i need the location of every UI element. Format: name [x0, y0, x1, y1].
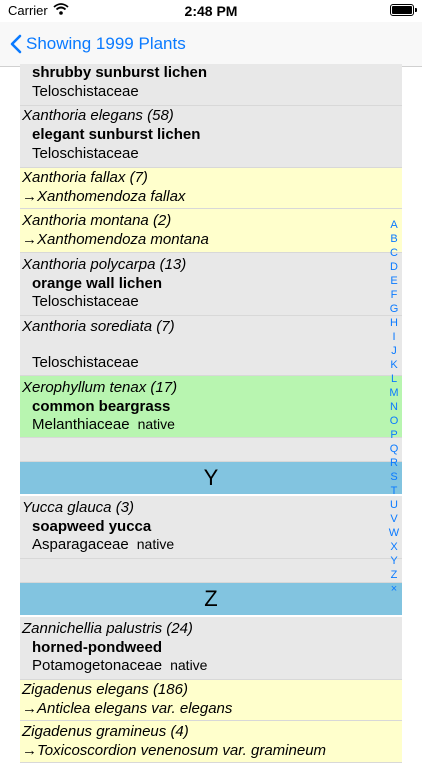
- section-header-label: Z: [204, 586, 218, 611]
- common-name: orange wall lichen: [32, 275, 163, 292]
- index-letter[interactable]: U: [390, 499, 398, 511]
- family-name: Teloschistaceae: [32, 354, 139, 371]
- observation-count: (2): [152, 212, 172, 229]
- scientific-name: Zigadenus elegans: [22, 681, 149, 698]
- observation-count: (7): [129, 169, 148, 186]
- family-line: [32, 536, 174, 553]
- list-item[interactable]: [20, 721, 402, 763]
- index-letter[interactable]: F: [390, 289, 398, 301]
- index-letter[interactable]: R: [390, 457, 398, 469]
- common-name: horned-pondweed: [32, 639, 162, 656]
- index-letter[interactable]: D: [390, 261, 398, 273]
- index-letter[interactable]: H: [390, 317, 398, 329]
- scientific-name-line: [22, 723, 189, 740]
- plant-list[interactable]: [20, 64, 402, 759]
- list-item[interactable]: [20, 617, 402, 680]
- scientific-name-line: [22, 212, 171, 229]
- index-letter[interactable]: J: [391, 345, 397, 357]
- scientific-name-line: [22, 681, 188, 698]
- index-letter[interactable]: N: [390, 401, 398, 413]
- family-line: [32, 657, 207, 674]
- list-item[interactable]: [20, 106, 402, 168]
- index-letter[interactable]: M: [389, 387, 399, 399]
- observation-count: (24): [166, 620, 193, 637]
- native-label: native: [137, 416, 175, 432]
- scientific-name-line: [22, 379, 177, 396]
- family-name: Teloschistaceae: [32, 145, 139, 162]
- observation-count: (58): [147, 107, 174, 124]
- common-name: elegant sunburst lichen: [32, 126, 201, 143]
- scientific-name: Xerophyllum tenax: [22, 379, 147, 396]
- scientific-name-line: [22, 256, 186, 273]
- observation-count: (17): [150, 379, 178, 396]
- index-letter[interactable]: X: [390, 541, 398, 553]
- native-label: native: [136, 536, 175, 552]
- list-item[interactable]: [20, 376, 402, 438]
- scientific-name-line: [22, 318, 175, 335]
- index-letter[interactable]: B: [390, 233, 398, 245]
- battery-icon: [390, 4, 414, 16]
- scientific-name-line: [22, 107, 174, 124]
- list-item[interactable]: [20, 316, 402, 376]
- scientific-name: Zannichellia palustris: [22, 620, 163, 637]
- index-letter[interactable]: I: [392, 331, 396, 343]
- family-name: Asparagaceae: [32, 536, 129, 553]
- chevron-left-icon: [10, 34, 22, 54]
- scientific-name-line: [22, 620, 193, 637]
- clock: 2:48 PM: [184, 3, 238, 19]
- observation-count: (7): [156, 318, 175, 335]
- list-item[interactable]: [20, 253, 402, 316]
- synonym-redirect: →Anticlea elegans var. elegans: [22, 700, 233, 717]
- synonym-redirect: →Xanthomendoza montana: [22, 231, 209, 248]
- observation-count: (4): [170, 723, 189, 740]
- scientific-name: Yucca glauca: [22, 499, 112, 516]
- carrier-label: Carrier: [8, 3, 48, 18]
- section-index[interactable]: [384, 218, 404, 596]
- index-letter[interactable]: W: [388, 527, 400, 539]
- scientific-name-line: [22, 499, 134, 516]
- index-letter[interactable]: S: [390, 471, 398, 483]
- family-name: Teloschistaceae: [32, 293, 139, 310]
- common-name: common beargrass: [32, 398, 171, 415]
- scientific-name: Xanthoria elegans: [22, 107, 143, 124]
- back-button[interactable]: [10, 31, 186, 57]
- index-letter[interactable]: V: [390, 513, 398, 525]
- index-letter[interactable]: E: [390, 275, 398, 287]
- status-bar: [0, 0, 422, 22]
- section-header-label: Y: [203, 465, 219, 490]
- scientific-name: Zigadenus gramineus: [22, 723, 167, 740]
- scientific-name: Xanthoria polycarpa: [22, 256, 156, 273]
- index-letter[interactable]: L: [390, 373, 398, 385]
- synonym-redirect: →Xanthomendoza fallax: [22, 188, 186, 205]
- list-item[interactable]: [20, 496, 402, 559]
- scientific-name: Xanthoria sorediata: [22, 318, 153, 335]
- family-name: Teloschistaceae: [32, 83, 139, 100]
- section-header-y: [20, 462, 402, 494]
- index-letter[interactable]: ×: [390, 583, 398, 595]
- observation-count: (13): [159, 256, 187, 273]
- synonym-redirect: →Toxicoscordion venenosum var. gramineum: [22, 742, 327, 759]
- list-item[interactable]: [20, 64, 402, 106]
- observation-count: (3): [115, 499, 135, 516]
- index-letter[interactable]: G: [389, 303, 399, 315]
- family-name: Potamogetonaceae: [32, 657, 163, 674]
- index-letter[interactable]: P: [390, 429, 398, 441]
- native-label: native: [170, 657, 208, 673]
- index-letter[interactable]: O: [389, 415, 399, 427]
- list-item[interactable]: [20, 209, 402, 253]
- index-letter[interactable]: Y: [390, 555, 398, 567]
- index-letter[interactable]: K: [390, 359, 398, 371]
- back-button-label: Showing 1999 Plants: [26, 34, 186, 53]
- family-name: Melanthiaceae: [32, 416, 130, 433]
- index-letter[interactable]: C: [390, 247, 398, 259]
- scientific-name-line: [22, 169, 148, 186]
- common-name: shrubby sunburst lichen: [32, 64, 208, 81]
- navigation-bar: [0, 22, 422, 67]
- list-spacer: [20, 559, 402, 583]
- family-line: [32, 416, 175, 433]
- index-letter[interactable]: Z: [390, 569, 398, 581]
- index-letter[interactable]: T: [390, 485, 398, 497]
- section-header-z: [20, 583, 402, 615]
- scientific-name: Xanthoria fallax: [22, 169, 126, 186]
- index-letter[interactable]: A: [390, 219, 398, 231]
- list-item[interactable]: [20, 680, 402, 721]
- scientific-name: Xanthoria montana: [22, 212, 149, 229]
- list-item[interactable]: [20, 168, 402, 209]
- index-letter[interactable]: Q: [389, 443, 399, 455]
- list-spacer: [20, 438, 402, 462]
- observation-count: (186): [152, 681, 188, 698]
- common-name: soapweed yucca: [32, 518, 152, 535]
